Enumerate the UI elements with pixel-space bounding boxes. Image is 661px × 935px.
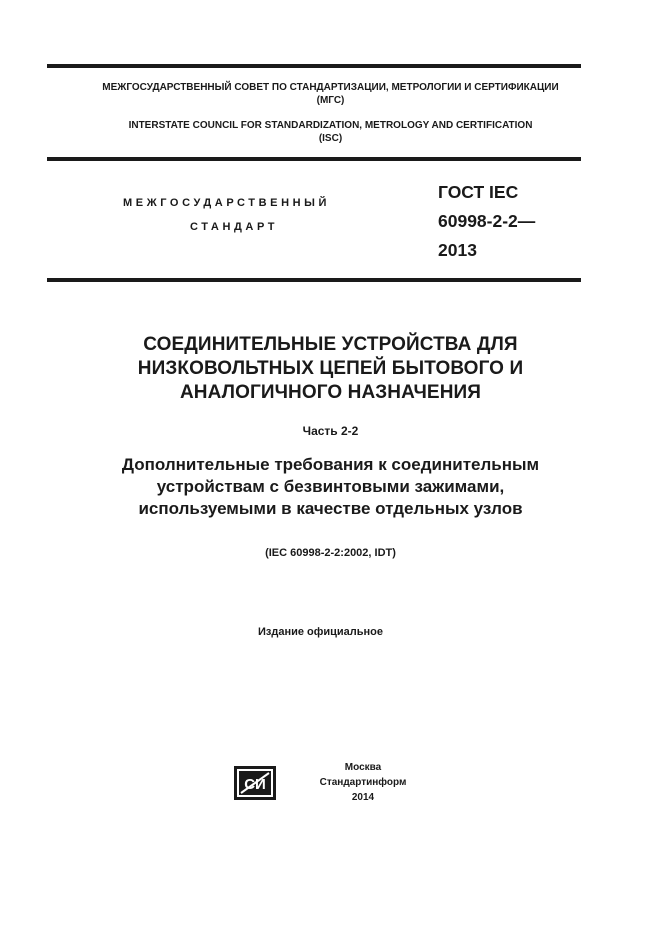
document-title xyxy=(0,333,661,405)
title-line2: НИЗКОВОЛЬТНЫХ ЦЕПЕЙ БЫТОВОГО И xyxy=(137,358,524,379)
logo-text: СИ xyxy=(244,776,266,793)
edition-note: Издание официальное xyxy=(257,626,384,638)
title-line3: АНАЛОГИЧНОГО НАЗНАЧЕНИЯ xyxy=(179,382,482,403)
standard-rule xyxy=(47,278,581,282)
council-ru-line1: МЕЖГОСУДАРСТВЕННЫЙ СОВЕТ ПО СТАНДАРТИЗАЦИИ, МЕТРОЛОГИИ И СЕРТИФИКАЦИИ xyxy=(102,82,559,93)
standard-number-line1: ГОСТ IEC xyxy=(438,182,519,202)
subtitle-line2: устройствам с безвинтовыми зажимами, xyxy=(156,477,505,496)
iec-reference: (IEC 60998-2-2:2002, IDT) xyxy=(265,547,396,559)
standard-number-line2: 60998-2-2— xyxy=(438,211,536,231)
standard-number xyxy=(438,178,535,265)
standard-label-line1: МЕЖГОСУДАРСТВЕННЫЙ xyxy=(123,197,331,209)
title-line1: СОЕДИНИТЕЛЬНЫЕ УСТРОЙСТВА ДЛЯ xyxy=(143,334,518,355)
council-en-line1: INTERSTATE COUNCIL FOR STANDARDIZATION, METROLOGY AND CERTIFICATION xyxy=(128,120,533,131)
council-en-abbr: (ISC) xyxy=(318,133,343,144)
top-rule xyxy=(47,64,581,68)
standard-label-line2: СТАНДАРТ xyxy=(190,221,279,233)
subtitle-line1: Дополнительные требования к соединительным xyxy=(121,455,540,474)
publisher-year: 2014 xyxy=(351,792,375,803)
publisher-name: Стандартинформ xyxy=(319,777,407,788)
standard-number-line3: 2013 xyxy=(438,240,477,260)
council-ru-abbr: (МГС) xyxy=(316,95,345,106)
publisher-info xyxy=(313,760,413,805)
standartinform-logo-icon xyxy=(234,766,276,800)
council-name-ru xyxy=(0,81,661,107)
part-number: Часть 2-2 xyxy=(302,424,359,438)
council-name-en xyxy=(0,119,661,145)
publisher-city: Москва xyxy=(344,762,382,773)
subtitle-line3: используемыми в качестве отдельных узлов xyxy=(138,499,523,518)
document-subtitle xyxy=(0,454,661,520)
council-rule xyxy=(47,157,581,161)
